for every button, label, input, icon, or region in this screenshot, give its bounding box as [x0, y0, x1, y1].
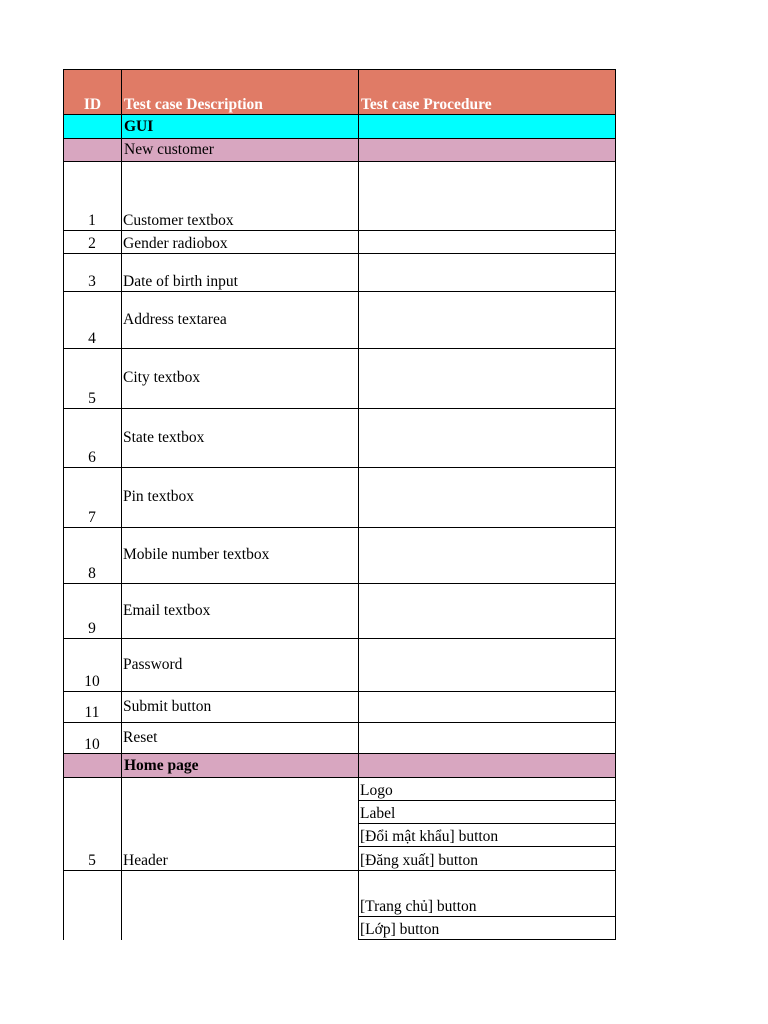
- procedure-logo: Logo: [358, 777, 616, 801]
- row-11-desc: Submit button: [121, 691, 359, 723]
- row-7-desc: Pin textbox: [121, 467, 359, 528]
- row-1-desc: Customer textbox: [121, 161, 359, 231]
- row-3-procedure: [358, 253, 616, 292]
- procedure-label: Label: [358, 800, 616, 824]
- section-home-page: Home page: [121, 753, 359, 778]
- section-gui: GUI: [121, 114, 359, 139]
- home-row-1-desc: Header: [121, 777, 359, 871]
- row-5-id: 5: [63, 348, 122, 409]
- row-6-id: 6: [63, 408, 122, 468]
- section-new-customer: New customer: [121, 138, 359, 162]
- row-4-procedure: [358, 291, 616, 349]
- row-7-procedure: [358, 467, 616, 528]
- row-12-procedure: [358, 722, 616, 754]
- row-11-procedure: [358, 691, 616, 723]
- procedure-logout: [Đăng xuất] button: [358, 846, 616, 871]
- row-3-desc: Date of birth input: [121, 253, 359, 292]
- row-4-desc: Address textarea: [121, 291, 359, 349]
- gui-row-procedure: [358, 114, 616, 139]
- row-5-desc: City textbox: [121, 348, 359, 409]
- row-12-desc: Reset: [121, 722, 359, 754]
- home-row-1-id: 5: [63, 777, 122, 871]
- row-11-id: 11: [63, 691, 122, 723]
- row-10-desc: Password: [121, 638, 359, 692]
- row-8-id: 8: [63, 527, 122, 584]
- header-id: ID: [63, 69, 122, 115]
- row-7-id: 7: [63, 467, 122, 528]
- row-1-procedure: [358, 161, 616, 231]
- procedure-class-button: [Lớp] button: [358, 916, 616, 940]
- procedure-change-password: [Đổi mật khẩu] button: [358, 823, 616, 847]
- row-12-id: 10: [63, 722, 122, 754]
- home-row-2-desc: [121, 870, 359, 940]
- row-2-procedure: [358, 230, 616, 254]
- row-9-desc: Email textbox: [121, 583, 359, 639]
- row-6-procedure: [358, 408, 616, 468]
- row-9-id: 9: [63, 583, 122, 639]
- row-9-procedure: [358, 583, 616, 639]
- new-customer-row-procedure: [358, 138, 616, 162]
- procedure-home-button: [Trang chủ] button: [358, 870, 616, 917]
- new-customer-row-id: [63, 138, 122, 162]
- row-10-id: 10: [63, 638, 122, 692]
- row-1-id: 1: [63, 161, 122, 231]
- row-4-id: 4: [63, 291, 122, 349]
- row-8-procedure: [358, 527, 616, 584]
- row-6-desc: State textbox: [121, 408, 359, 468]
- row-5-procedure: [358, 348, 616, 409]
- row-2-id: 2: [63, 230, 122, 254]
- table-left-border: [63, 69, 64, 940]
- gui-row-id: [63, 114, 122, 139]
- header-description: Test case Description: [121, 69, 359, 115]
- column-divider-desc: [358, 69, 359, 940]
- home-row-2-id: [63, 870, 122, 940]
- header-procedure: Test case Procedure: [358, 69, 616, 115]
- row-10-procedure: [358, 638, 616, 692]
- home-page-row-procedure: [358, 753, 616, 778]
- row-8-desc: Mobile number textbox: [121, 527, 359, 584]
- home-page-row-id: [63, 753, 122, 778]
- row-2-desc: Gender radiobox: [121, 230, 359, 254]
- row-3-id: 3: [63, 253, 122, 292]
